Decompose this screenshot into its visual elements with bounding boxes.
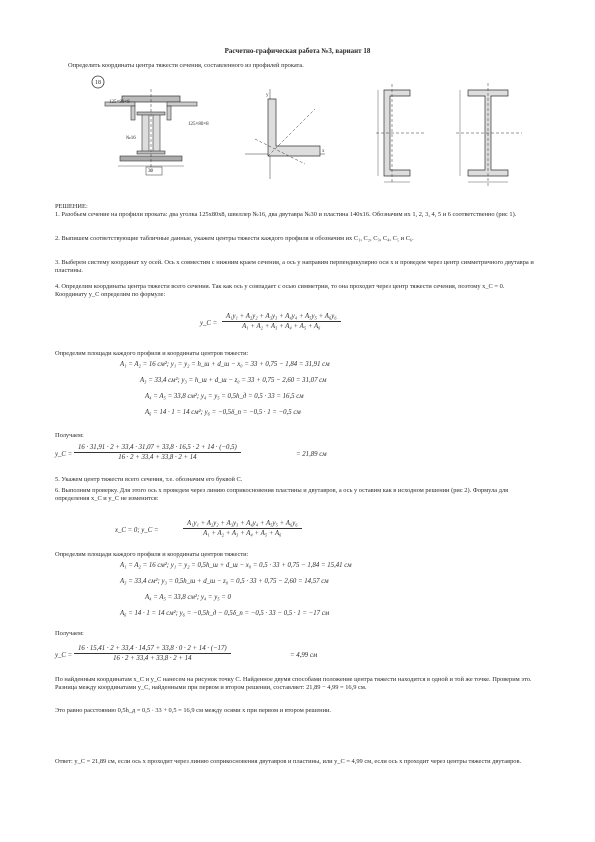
area-line-6: A₆ = 14 · 1 = 14 см²; y₆ = −0,5δ_п = −0,5 · 1 = −0,5 см bbox=[145, 409, 301, 416]
get-label-2: Получаем: bbox=[55, 630, 84, 637]
step-1: 1. Разобьем сечение на профили проката: два уголка 125х80х8, швеллер №16, два двутавра №30 и пластина 140х16. Обозначим их 1, 2, 3, 4, 5 и 6 соответственно (рис 1). bbox=[55, 211, 517, 218]
area-line-3: A₃ = 33,4 см²; y₃ = h_ш + d_ш − z₀ = 33 + 0,75 − 2,60 = 31,07 см bbox=[140, 377, 327, 384]
step-4: 4. Определим координаты центра тяжести всего сечения. Так как ось y совпадает с осью симметрии, то она проходит через центр тяжести сечения, поэтому x_C = 0. Координату y_C определим по формуле: bbox=[55, 283, 505, 298]
formula2-numerator: A₁y₁ + A₂y₂ + A₃y₃ + A₄y₄ + A₅y₅ + A₆y₆ bbox=[183, 520, 302, 529]
channel-label: №16 bbox=[126, 136, 136, 141]
formula2-denominator: A₁ + A₂ + A₃ + A₄ + A₅ + A₆ bbox=[203, 530, 282, 537]
result2-fraction bbox=[74, 645, 231, 662]
result1-fraction bbox=[74, 444, 241, 461]
formula-yc-lhs: y_C = bbox=[200, 320, 218, 327]
document-title: Расчетно-графическая работа №3, вариант 18 bbox=[224, 47, 371, 55]
formula-yc-denominator: A₁ + A₂ + A₃ + A₄ + A₅ + A₆ bbox=[242, 323, 321, 330]
ibeam-profile-figure bbox=[448, 80, 528, 190]
result2-numerator: 16 · 15,41 · 2 + 33,4 · 14,57 + 33,8 · 0 · 2 + 14 · (−17) bbox=[74, 645, 231, 654]
area2-line-6: A₆ = 14 · 1 = 14 см²; y₆ = −0,5h_д − 0,5δ_п = −0,5 · 33 − 0,5 · 1 = −17 см bbox=[120, 610, 330, 617]
answer: Ответ: y_C = 21,89 см, если ось x проходит через линию соприкосновения двутавров и пластины, или y_C = 4,99 см, если ось x проходит через центры тяжести двутавров. bbox=[55, 758, 522, 765]
area-line-4: A₄ = A₅ = 33,8 см²; y₄ = y₅ = 0,5h_д = 0,5 · 33 = 16,5 см bbox=[145, 393, 304, 400]
svg-text:x: x bbox=[322, 149, 325, 154]
step-3: 3. Выберем систему координат xy осей. Ось x совместим с нижним краем сечения, а ось y направим перпендикулярно оси x и проведем через центр симметричного двутавра и пластины. bbox=[55, 259, 534, 274]
channel-profile-figure bbox=[370, 80, 430, 190]
area2-line-1: A₁ = A₂ = 16 см²; y₁ = y₂ = 0,5h_ш + d_ш − x₀ = 0,5 · 33 + 0,75 − 1,84 = 15,41 см bbox=[120, 562, 352, 569]
formula2-fraction bbox=[183, 520, 302, 537]
angle-label-right: 125×80×8 bbox=[188, 122, 209, 127]
get-label-1: Получаем: bbox=[55, 432, 84, 439]
areas-header: Определим площади каждого профиля и координаты центров тяжести: bbox=[55, 350, 249, 357]
result1-denominator: 16 · 2 + 33,4 + 33,8 · 2 + 14 bbox=[118, 454, 197, 461]
ibeam-label: 30 bbox=[148, 169, 153, 174]
result1-numerator: 16 · 31,91 · 2 + 33,4 · 31,07 + 33,8 · 16,5 · 2 + 14 · (−0,5) bbox=[74, 444, 241, 453]
composite-section-figure bbox=[90, 74, 225, 184]
check-paragraph: По найденным координатам x_C и y_C нанесем на рисунок точку C. Найденное двумя способами положение центра тяжести находится в одной и той же точке. Проверим это. Разница между координатами y_C, найденными при первом и втором решении, составляет: 21,89 − 4,99 = 16,9 см. bbox=[55, 676, 532, 691]
svg-text:y: y bbox=[266, 93, 269, 98]
result2-rhs: = 4,99 см bbox=[290, 652, 318, 659]
step-5: 5. Укажем центр тяжести всего сечения, т.е. обозначим его буквой C. bbox=[55, 476, 243, 483]
solution-header: РЕШЕНИЕ: bbox=[55, 203, 88, 210]
result2-lhs: y_C = bbox=[55, 652, 73, 659]
formula-yc-numerator: A₁y₁ + A₂y₂ + A₃y₃ + A₄y₄ + A₅y₅ + A₆y₆ bbox=[222, 313, 341, 322]
result1-rhs: = 21,89 см bbox=[296, 451, 327, 458]
figure-number: 18 bbox=[95, 80, 101, 86]
result2-denominator: 16 · 2 + 33,4 + 33,8 · 2 + 14 bbox=[113, 655, 192, 662]
area2-line-4: A₄ = A₅ = 33,8 см²; y₄ = y₅ = 0 bbox=[145, 594, 231, 601]
step-2: 2. Выпишем соответствующие табличные данные, укажем центры тяжести каждого профиля и обозначим их C₁, C₂, C₃, C₄, C₅ и C₆. bbox=[55, 235, 414, 242]
formula2-lhs: x_C = 0; y_C = bbox=[115, 527, 159, 534]
result1-lhs: y_C = bbox=[55, 451, 73, 458]
area2-line-3: A₃ = 33,4 см²; y₃ = 0,5h_ш + d_ш − z₀ = 0,5 · 33 + 0,75 − 2,60 = 14,57 см bbox=[120, 578, 329, 585]
angle-label-left: 125×80×8 bbox=[109, 100, 130, 105]
task-statement: Определить координаты центра тяжести сечения, составленного из профилей проката. bbox=[68, 62, 304, 69]
formula-yc-fraction bbox=[222, 313, 341, 330]
check-paragraph-2: Это равно расстоянию 0,5h_д = 0,5 · 33 + 0,5 = 16,9 см между осями x при первом и втором решении. bbox=[55, 707, 332, 714]
angle-profile-figure bbox=[240, 84, 330, 184]
area-line-1: A₁ = A₂ = 16 см²; y₁ = y₂ = h_ш + d_ш − x₀ = 33 + 0,75 − 1,84 = 31,91 см bbox=[120, 361, 330, 368]
areas-header-2: Определим площади каждого профиля и координаты центров тяжести: bbox=[55, 551, 249, 558]
step-6: 6. Выполним проверку. Для этого ось x проведем через линию соприкосновения пластины и двутавров, а ось y оставим как в исходном решении (рис 2). Формула для определения x_C и y_C не изменится: bbox=[55, 487, 509, 502]
